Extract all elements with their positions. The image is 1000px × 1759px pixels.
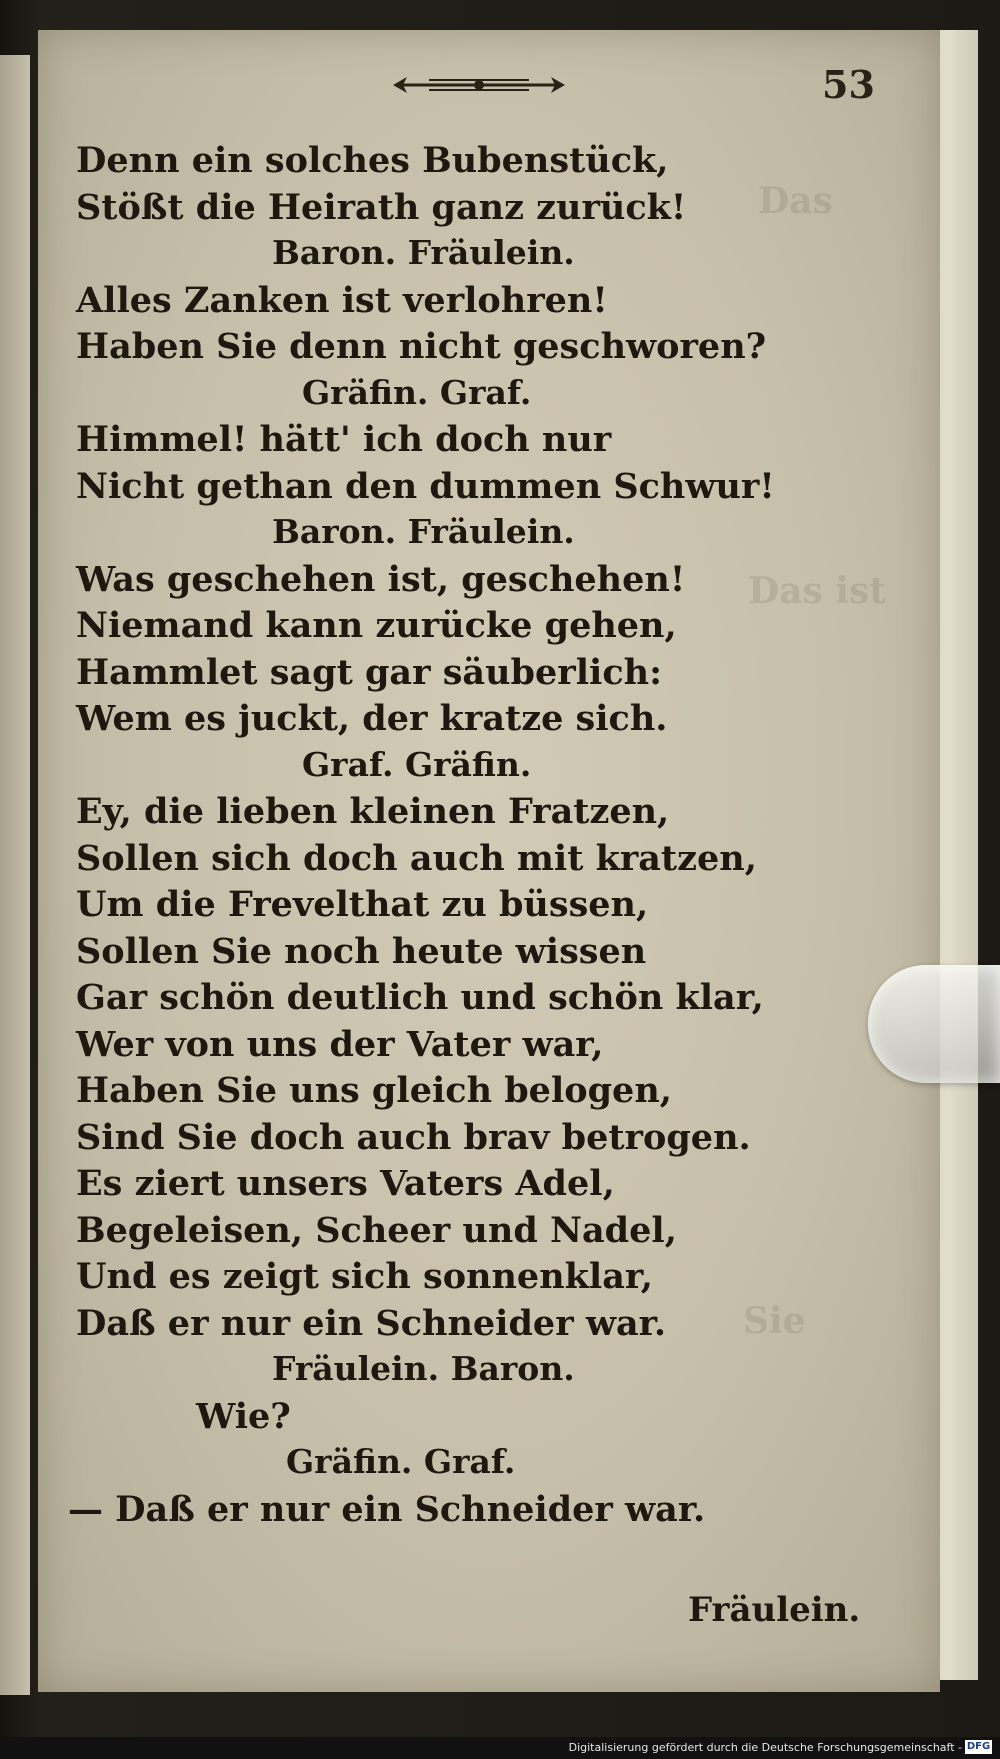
verse-line: Niemand kann zurücke gehen,	[76, 605, 677, 646]
verse-line: Sollen sich doch auch mit kratzen,	[76, 837, 757, 879]
verse-line: Um die Frevelthat zu büssen,	[76, 884, 649, 925]
verse-line: Hammlet sagt gar säuberlich:	[76, 651, 662, 693]
verse-line: Ey, die lieben kleinen Fratzen,	[76, 791, 670, 832]
verse-line: Begeleisen, Scheer und Nadel,	[76, 1209, 677, 1251]
verse-line: Was geschehen ist, geschehen!	[76, 558, 686, 600]
verse-line: Wer von uns der Vater war,	[76, 1023, 604, 1065]
speaker-heading: Fräulein. Baron.	[272, 1349, 575, 1388]
previous-page-edge	[0, 55, 30, 1695]
bleed-through-text: Sie	[743, 1300, 806, 1342]
verse-line: Denn ein solches Bubenstück,	[76, 140, 669, 181]
verse-line: Sollen Sie noch heute wissen	[76, 930, 647, 972]
speaker-heading: Baron. Fräulein.	[272, 233, 575, 272]
verse-line: Gar schön deutlich und schön klar,	[76, 977, 764, 1018]
verse-line: Himmel! hätt' ich doch nur	[76, 419, 612, 460]
speaker-heading: Gräfin. Graf.	[302, 372, 532, 412]
speaker-heading: Graf. Gräfin.	[302, 744, 532, 784]
speaker-heading: Gräfin. Graf.	[286, 1442, 516, 1481]
page-clip	[868, 965, 1000, 1083]
catchword: Fräulein.	[688, 1590, 861, 1630]
verse-line: — Daß er nur ein Schneider war.	[68, 1488, 706, 1530]
verse-line: Haben Sie uns gleich belogen,	[76, 1070, 672, 1111]
verse-line: Haben Sie denn nicht geschworen?	[76, 326, 767, 367]
bleed-through-text: Das ist	[748, 570, 886, 612]
ornament-rule-icon	[389, 72, 569, 98]
page-number: 53	[822, 62, 875, 107]
verse-line: Stößt die Heirath ganz zurück!	[76, 186, 687, 228]
speaker-heading: Baron. Fräulein.	[272, 512, 575, 551]
verse-line: Es ziert unsers Vaters Adel,	[76, 1163, 615, 1204]
bleed-through-text: Das	[758, 180, 833, 222]
verse-line: Nicht gethan den dummen Schwur!	[76, 465, 775, 507]
verse-line: Wie?	[196, 1395, 291, 1437]
verse-line: Daß er nur ein Schneider war.	[76, 1302, 667, 1344]
verse-line: Wem es juckt, der kratze sich.	[76, 698, 668, 739]
verse-line: Und es zeigt sich sonnenklar,	[76, 1256, 653, 1297]
verse-line: Sind Sie doch auch brav betrogen.	[76, 1116, 751, 1158]
dfg-logo: DFG	[966, 1741, 991, 1752]
digitization-credit: Digitalisierung gefördert durch die Deutsche Forschungsgemeinschaft -	[568, 1741, 962, 1754]
verse-line: Alles Zanken ist verlohren!	[76, 279, 608, 321]
